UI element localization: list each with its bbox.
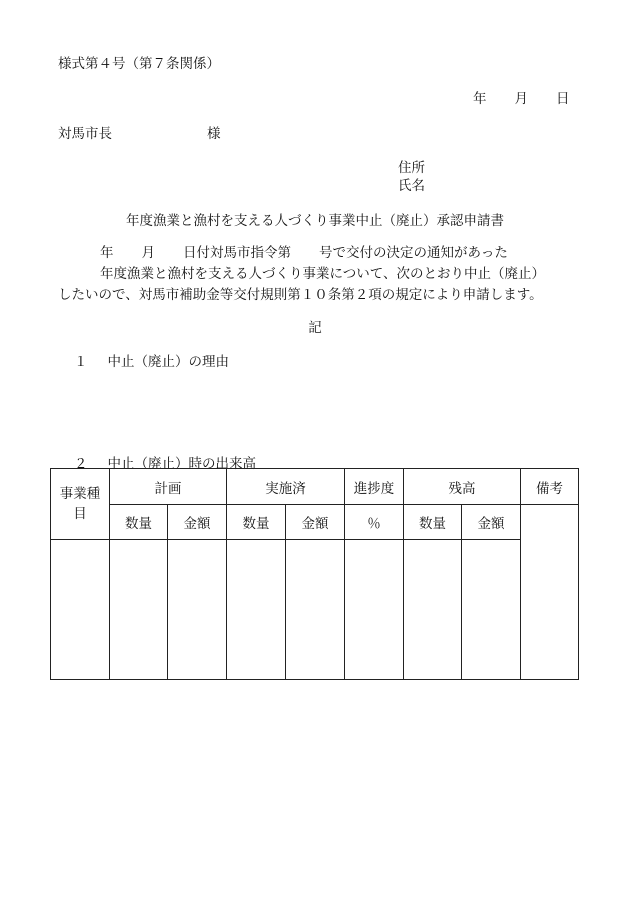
body-notice-text: 号で交付の決定の通知があった [319,245,508,261]
remaining-qty-header: 数量 [404,505,462,540]
date-year: 年 [473,91,487,107]
progress-cell[interactable] [345,540,404,680]
body-month: 月 [141,245,155,261]
header-remaining: 残高 [404,469,521,505]
done-amount-cell[interactable] [286,540,345,680]
remarks-cell[interactable] [521,505,579,680]
addressee-honorific: 様 [207,126,221,142]
plan-qty-cell[interactable] [110,540,168,680]
plan-amount-cell[interactable] [168,540,227,680]
done-qty-header: 数量 [227,505,286,540]
item-1-label: 中止（廃止）の理由 [107,354,229,370]
body-line-3: したいので、対馬市補助金等交付規則第１０条第２項の規定により申請します。 [58,287,543,303]
date-month: 月 [514,91,528,107]
body-line-2: 年度漁業と漁村を支える人づくり事業について、次のとおり中止（廃止） [100,266,545,282]
body-line-1 [100,241,508,261]
item-2-label: 中止（廃止）時の出来高 [107,456,256,472]
progress-percent-header: ％ [345,505,404,540]
remaining-amount-header: 金額 [462,505,521,540]
results-table [50,468,579,680]
date-line [473,87,570,107]
plan-qty-header: 数量 [110,505,168,540]
header-category: 事業種目 [51,469,110,540]
done-qty-cell[interactable] [227,540,286,680]
name-label: 氏名 [398,178,425,194]
addressee [58,122,221,142]
item-1-number: １ [74,354,88,370]
header-remarks: 備考 [521,469,579,505]
header-done: 実施済 [227,469,345,505]
address-label: 住所 [398,160,425,176]
body-year: 年 [100,245,114,261]
done-amount-header: 金額 [286,505,345,540]
plan-amount-header: 金額 [168,505,227,540]
addressee-mayor: 対馬市長 [58,126,112,142]
date-day: 日 [556,91,570,107]
ki-heading: 記 [308,320,322,336]
item-2-number: ２ [74,456,88,472]
header-progress: 進捗度 [345,469,404,505]
form-number: 様式第４号（第７条関係） [58,56,220,72]
header-plan: 計画 [110,469,227,505]
body-order-text: 日付対馬市指令第 [183,245,291,261]
document-title: 年度漁業と漁村を支える人づくり事業中止（廃止）承認申請書 [126,213,504,229]
remaining-qty-cell[interactable] [404,540,462,680]
category-cell[interactable] [51,540,110,680]
item-1 [74,350,229,370]
remaining-amount-cell[interactable] [462,540,521,680]
